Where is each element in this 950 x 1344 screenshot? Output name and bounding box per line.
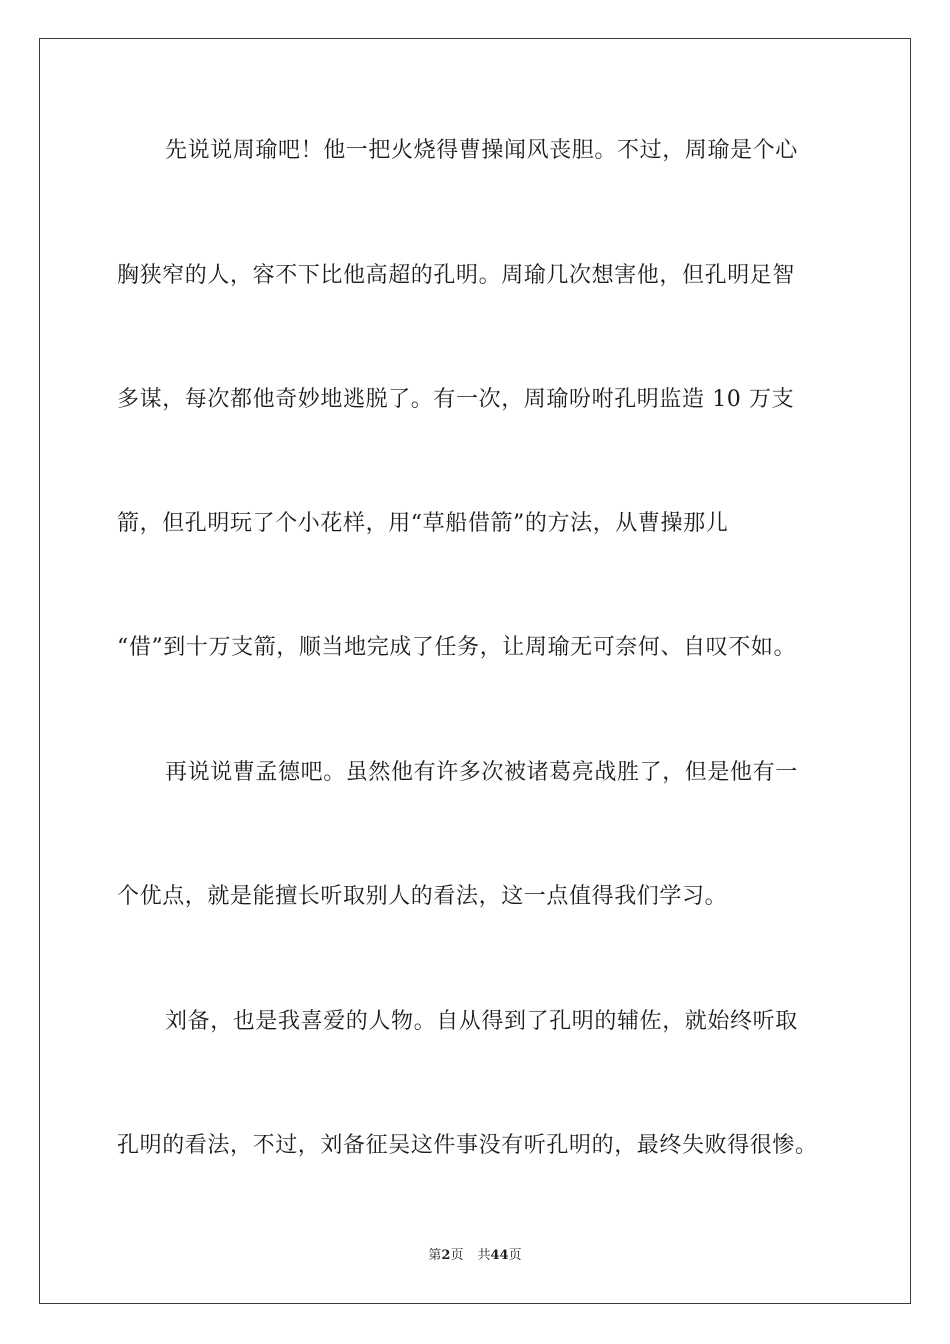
page-footer <box>0 1247 950 1265</box>
current-page-number: 2 <box>441 1248 451 1263</box>
paragraph-1-line-4: 箭，但孔明玩了个小花样，用“草船借箭”的方法，从曹操那儿 <box>117 511 729 536</box>
page-prefix: 第 <box>428 1248 442 1263</box>
page-suffix: 页 <box>450 1248 464 1263</box>
paragraph-2-line-1: 再说说曹孟德吧。虽然他有许多次被诸葛亮战胜了，但是他有一 <box>165 760 798 785</box>
paragraph-1-line-5: “借”到十万支箭，顺当地完成了任务，让周瑜无可奈何、自叹不如。 <box>117 635 797 660</box>
paragraph-2-line-2: 个优点，就是能擅长听取别人的看法，这一点值得我们学习。 <box>117 884 728 909</box>
page-border <box>39 38 911 1304</box>
total-pages-number: 44 <box>490 1248 509 1263</box>
paragraph-1-line-2: 胸狭窄的人，容不下比他高超的孔明。周瑜几次想害他，但孔明足智 <box>117 263 796 288</box>
paragraph-1-line-1: 先说说周瑜吧！他一把火烧得曹操闻风丧胆。不过，周瑜是个心 <box>165 138 798 163</box>
total-suffix: 页 <box>508 1248 522 1263</box>
paragraph-1-line-3: 多谋，每次都他奇妙地逃脱了。有一次，周瑜吩咐孔明监造 10 万支 <box>117 387 795 412</box>
paragraph-3-line-2: 孔明的看法，不过，刘备征吴这件事没有听孔明的，最终失败得很惨。 <box>117 1133 818 1158</box>
total-prefix: 共 <box>477 1248 491 1263</box>
paragraph-3-line-1: 刘备，也是我喜爱的人物。自从得到了孔明的辅佐，就始终听取 <box>165 1009 798 1034</box>
